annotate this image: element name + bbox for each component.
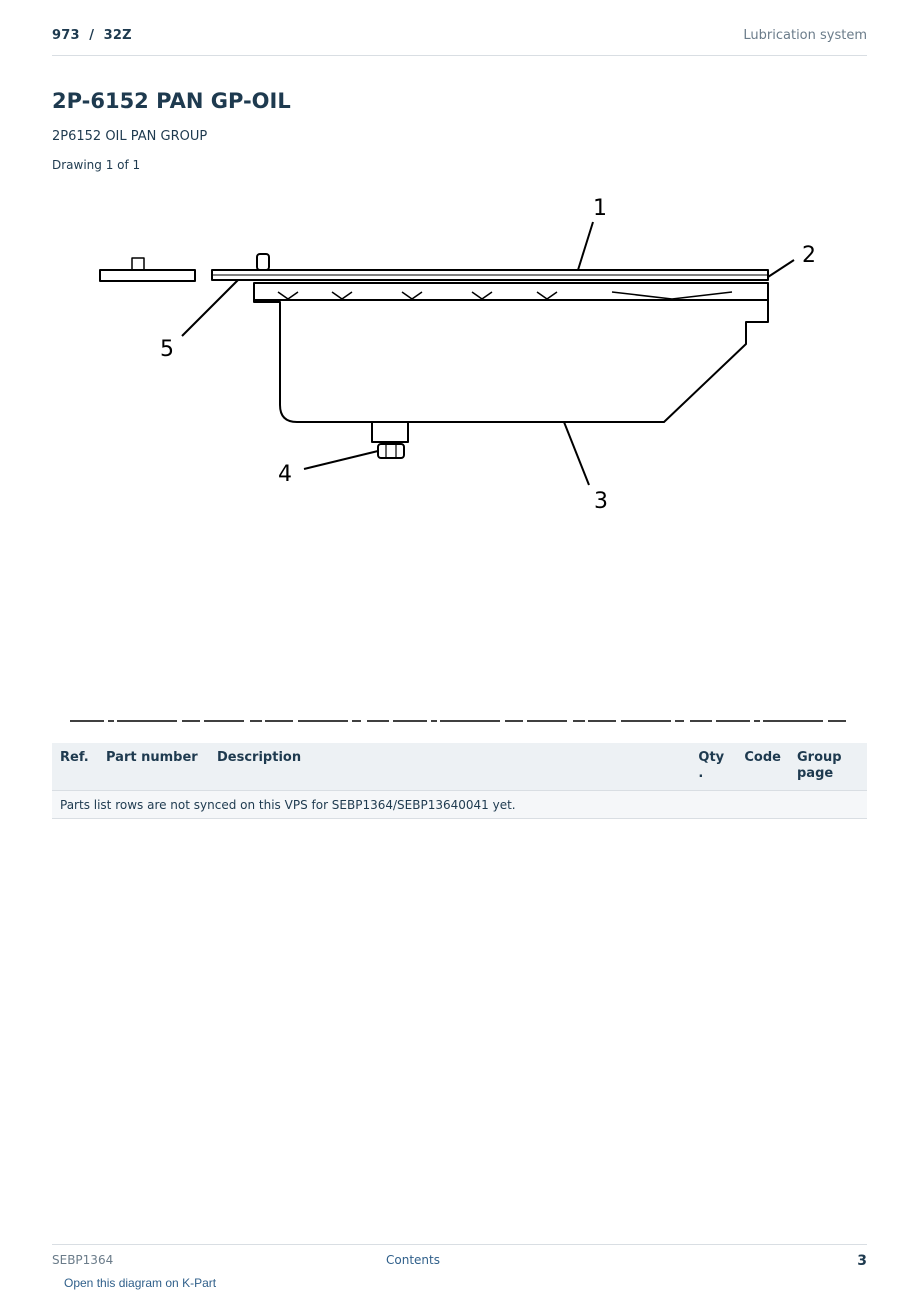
callout-5: 5 [160, 337, 174, 362]
callout-1: 1 [593, 196, 607, 221]
contents-link[interactable]: Contents [386, 1253, 440, 1267]
parts-list-message: Parts list rows are not synced on this VPS for SEBP1364/SEBP13640041 yet. [52, 791, 867, 819]
dowel-pin-shape [257, 254, 269, 270]
page-number: 3 [857, 1253, 867, 1269]
column-code: Code [736, 743, 789, 791]
column-group-page: Group page [789, 743, 867, 791]
gasket-tab-shape [132, 258, 144, 270]
group-subtitle: 2P6152 OIL PAN GROUP [52, 129, 208, 144]
parts-table [52, 743, 867, 819]
open-kpart-link[interactable]: Open this diagram on K-Part [64, 1276, 217, 1290]
oil-pan-diagram [52, 180, 867, 740]
section-name: Lubrication system [743, 28, 867, 43]
drain-boss-shape [372, 422, 408, 442]
pan-body-shape [254, 283, 768, 422]
drawing-count: Drawing 1 of 1 [52, 158, 141, 172]
leader-line-4 [304, 451, 378, 469]
callout-4: 4 [278, 462, 292, 487]
column-description: Description [209, 743, 690, 791]
leader-line-3 [564, 422, 589, 485]
table-header-row [52, 743, 867, 791]
callout-3: 3 [594, 489, 608, 514]
leader-line-5 [182, 280, 238, 336]
callout-2: 2 [802, 243, 816, 268]
drain-plug-shape [378, 444, 404, 458]
page-header [52, 28, 867, 56]
leader-line-1 [578, 222, 593, 270]
column-part-number: Part number [98, 743, 209, 791]
document-id: SEBP1364 [52, 1253, 114, 1267]
page-footer [52, 1244, 867, 1269]
table-row [52, 791, 867, 819]
column-qty: Qty . [690, 743, 736, 791]
column-ref: Ref. [52, 743, 98, 791]
leader-line-2 [768, 260, 794, 277]
page-title: 2P-6152 PAN GP-OIL [52, 89, 291, 113]
breadcrumb: 973 / 32Z [52, 28, 132, 43]
gasket-piece-shape [100, 270, 195, 281]
oil-pan-drawing [52, 180, 867, 740]
